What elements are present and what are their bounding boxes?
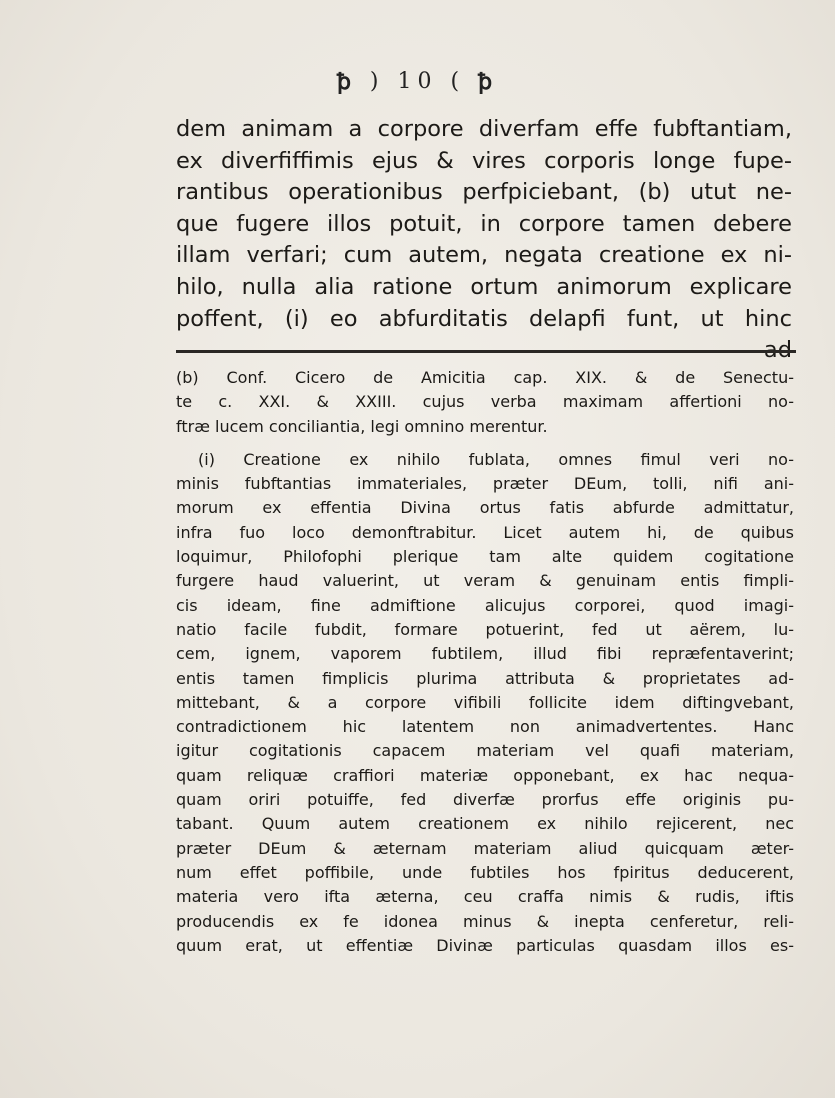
footnote-line: minis fubftantias immateriales, præter DEum, tolli, nifi ani-	[176, 474, 794, 494]
footnote-line: cis ideam, fine admiftione alicujus corporei, quod imagi-	[176, 595, 794, 615]
footnote-line: producendis ex fe idonea minus & inepta cenferetur, reli-	[176, 911, 794, 931]
footnote-line: materia vero ifta æterna, ceu craffa nimis & rudis, iftis	[176, 887, 794, 907]
footnote-line: (b) Conf. Cicero de Amicitia cap. XIX. & de Senectu-	[176, 368, 794, 387]
footnote-i	[176, 448, 794, 958]
left-ornament-icon: ꝥ	[336, 69, 357, 95]
footnote-line: loquimur, Philofophi plerique tam alte quidem cogitatione	[176, 547, 794, 567]
main-text	[176, 114, 792, 367]
footnote-line: quum erat, ut effentiæ Divinæ particulas quasdam illos es-	[176, 935, 794, 955]
footnote-line: ftræ lucem conciliantia, legi omnino merentur.	[176, 416, 548, 436]
footnote-line: (i) Creatione ex nihilo fublata, omnes fimul veri no-	[198, 449, 794, 469]
footnote-gap	[176, 439, 794, 448]
footnote-separator-rule	[176, 350, 796, 353]
footnote-line: quam reliquæ craffiori materiæ opponebant, ex hac nequa-	[176, 765, 794, 785]
main-line: rantibus operationibus perfpiciebant, (b) utut ne-	[176, 179, 792, 206]
main-line: hilo, nulla alia ratione ortum animorum explicare	[176, 273, 792, 300]
footnote-line: num effet poffibile, unde fubtiles hos fpiritus deducerent,	[176, 862, 794, 882]
footnote-line: furgere haud valuerint, ut veram & genuinam entis fimpli-	[176, 571, 794, 591]
footnotes	[176, 366, 794, 958]
footnote-line: cem, ignem, vaporem fubtilem, illud fibi repræfentaverint;	[176, 644, 794, 664]
footnote-line: igitur cogitationis capacem materiam vel quafi materiam,	[176, 741, 794, 761]
footnote-line: morum ex effentia Divina ortus fatis abfurde admittatur,	[176, 498, 794, 518]
footnote-line: mittebant, & a corpore vifibili follicite idem diftingvebant,	[176, 692, 794, 712]
footnote-line: præter DEum & æternam materiam aliud quicquam æter-	[176, 838, 794, 858]
footnote-line: entis tamen fimplicis plurima attributa & proprietates ad-	[176, 668, 794, 688]
main-line: illam verfari; cum autem, negata creatione ex ni-	[176, 242, 792, 269]
footnote-line: quam oriri potuiffe, fed diverfæ prorfus effe originis pu-	[176, 790, 794, 810]
footnote-line: infra fuo loco demonftrabitur. Licet autem hi, de quibus	[176, 522, 794, 542]
main-line: dem animam a corpore diverfam effe fubftantiam,	[176, 116, 792, 142]
footnote-b	[176, 366, 794, 439]
footnote-line: tabant. Quum autem creationem ex nihilo rejicerent, nec	[176, 814, 794, 834]
catchword: ad	[763, 337, 792, 364]
footnote-line: natio facile fubdit, formare potuerint, fed ut aërem, lu-	[176, 619, 794, 639]
footnote-line: contradictionem hic latentem non animadvertentes. Hanc	[176, 717, 794, 737]
right-ornament-icon: ꝥ	[478, 69, 499, 95]
page-number: ) 10 (	[369, 69, 466, 94]
main-line: que fugere illos potuit, in corpore tamen debere	[176, 210, 792, 237]
main-line: poffent, (i) eo abfurditatis delapfi funt, ut hinc	[176, 305, 792, 332]
main-line: ex diverfiffimis ejus & vires corporis longe fupe-	[176, 147, 792, 174]
page-header	[0, 68, 835, 94]
footnote-line: te c. XXI. & XXIII. cujus verba maximam affertioni no-	[176, 392, 794, 412]
